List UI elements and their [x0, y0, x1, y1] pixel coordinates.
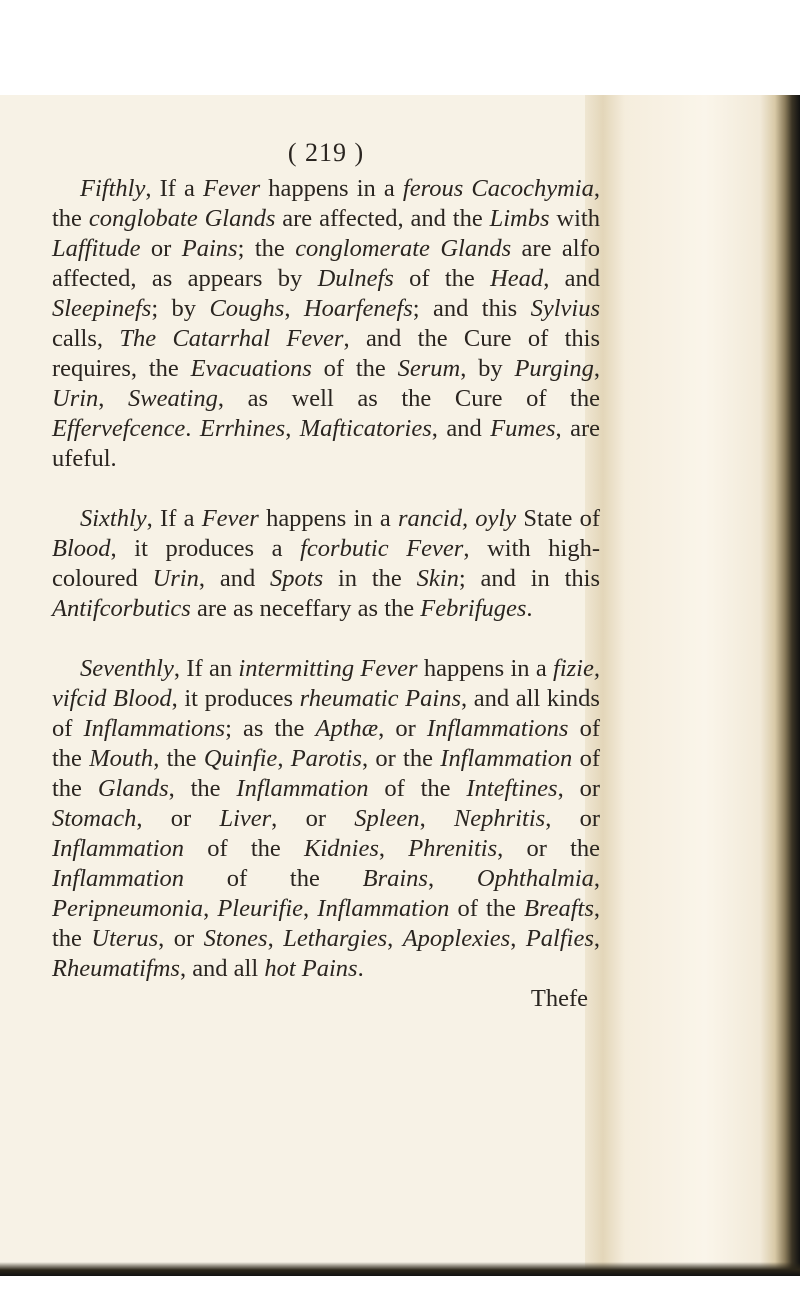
book-gutter	[585, 95, 800, 1275]
catchword: Thefe	[530, 985, 588, 1012]
text-run: State of	[516, 505, 600, 532]
italic-term: rheumatic Pains	[299, 685, 461, 712]
italic-term: Rheumatifms	[52, 955, 180, 982]
italic-term: Inflammations	[83, 715, 226, 742]
italic-term: Apthæ	[315, 715, 379, 742]
text-run: , it produces	[171, 685, 300, 712]
text-run: ; by	[151, 295, 210, 322]
text-run: , If an	[173, 655, 239, 682]
text-run: , are ufeful.	[52, 415, 600, 472]
text-run: , it produces a	[110, 535, 301, 562]
italic-term: Kidnies	[304, 835, 379, 862]
text-run: .	[526, 595, 533, 622]
text-run: , or	[545, 805, 600, 832]
text-run: , and	[431, 415, 491, 442]
text-run: .	[357, 955, 364, 982]
italic-term: Skin	[416, 565, 459, 592]
italic-term: Spleen	[354, 805, 420, 832]
text-run: , or the	[361, 745, 441, 772]
italic-term: Blood	[52, 535, 111, 562]
text-run: ,	[284, 295, 304, 322]
text-run: , or	[271, 805, 355, 832]
text-run: ,	[378, 835, 409, 862]
text-run: of the	[52, 745, 601, 802]
text-run: of the	[311, 355, 398, 382]
text-run: ,	[98, 385, 129, 412]
page-number: ( 219 )	[287, 138, 365, 167]
italic-term: Inflammation	[440, 745, 573, 772]
paragraph-sixthly	[52, 504, 600, 624]
text-run: , the	[153, 745, 204, 772]
text-run: ,	[593, 925, 600, 952]
italic-term: Sixthly	[80, 505, 147, 532]
italic-term: Breafts	[524, 895, 594, 922]
italic-term: fizie, vifcid Blood	[52, 655, 600, 712]
italic-term: Antifcorbutics	[52, 595, 191, 622]
text-run: , and all	[179, 955, 265, 982]
italic-term: Hoarfenefs	[303, 295, 413, 322]
text-run: ,	[387, 925, 403, 952]
italic-term: Mouth	[89, 745, 154, 772]
italic-term: Palfies	[525, 925, 594, 952]
italic-term: Effervefcence	[52, 415, 186, 442]
italic-term: Brains	[362, 865, 428, 892]
text-run: , or	[378, 715, 427, 742]
text-run: ; and this	[412, 295, 531, 322]
italic-term: Fever	[203, 175, 261, 202]
paragraph-fifthly	[52, 174, 600, 474]
text-run: of the	[368, 775, 467, 802]
text-run: happens in a	[417, 655, 554, 682]
text-run: ,	[419, 805, 454, 832]
italic-term: Inflammation	[52, 835, 185, 862]
text-run: , or the	[497, 835, 601, 862]
page-bottom-shadow	[0, 1262, 800, 1276]
italic-term: Fever	[201, 505, 259, 532]
italic-term: Laffitude	[52, 235, 141, 262]
italic-term: Inteftines	[466, 775, 558, 802]
italic-term: Coughs	[209, 295, 285, 322]
text-run: in the	[323, 565, 417, 592]
text-run: are alfo affected, as appears by	[52, 235, 600, 292]
text-run: with	[549, 205, 600, 232]
italic-term: Peripneumonia	[52, 895, 204, 922]
text-run: , by	[460, 355, 515, 382]
text-run: , and	[543, 265, 601, 292]
italic-term: Sylvius	[530, 295, 601, 322]
italic-term: Mafticatories	[299, 415, 432, 442]
text-run: calls,	[52, 325, 120, 352]
italic-term: Sweating	[128, 385, 218, 412]
text-run: are as neceffary as the	[190, 595, 421, 622]
text-run: are affected, and the	[275, 205, 490, 232]
italic-term: fcorbutic Fever	[300, 535, 464, 562]
italic-term: Purging	[514, 355, 594, 382]
italic-term: Quinfie	[203, 745, 278, 772]
text-run: ,	[427, 865, 477, 892]
italic-term: conglobate Glands	[88, 205, 276, 232]
paragraph-seventhly	[52, 654, 600, 984]
text-run: of the	[184, 865, 363, 892]
text-run: , the	[52, 895, 601, 952]
text-run: of the	[449, 895, 525, 922]
italic-term: Head	[490, 265, 544, 292]
italic-term: Pains	[181, 235, 238, 262]
italic-term: The Catarrhal Fever	[119, 325, 344, 352]
text-run: , or	[158, 925, 204, 952]
italic-term: Seventhly	[80, 655, 174, 682]
text-run: , and all kinds of	[52, 685, 600, 742]
text-run: ,	[593, 865, 601, 892]
text-run: happens in a	[258, 505, 398, 532]
italic-term: Glands	[97, 775, 169, 802]
text-run: , the	[168, 775, 237, 802]
italic-term: Urin	[52, 385, 99, 412]
italic-term: Spots	[270, 565, 324, 592]
italic-term: Inflammation	[236, 775, 369, 802]
text-run: of the	[184, 835, 304, 862]
text-run: , and	[198, 565, 271, 592]
italic-term: Limbs	[489, 205, 550, 232]
text-run: ,	[285, 415, 300, 442]
text-run: ,	[510, 925, 526, 952]
italic-term: Fumes	[490, 415, 556, 442]
italic-term: Urin	[152, 565, 199, 592]
text-run: , or	[136, 805, 220, 832]
italic-term: Lethargies	[283, 925, 388, 952]
italic-term: Parotis	[290, 745, 362, 772]
italic-term: Inflammations	[426, 715, 569, 742]
text-run: or	[140, 235, 182, 262]
italic-term: Inflammation	[52, 865, 185, 892]
italic-term: Errhines	[199, 415, 286, 442]
italic-term: Stones	[203, 925, 268, 952]
italic-term: Evacuations	[190, 355, 312, 382]
text-run: ,	[267, 925, 284, 952]
text-run: of the	[52, 715, 600, 772]
italic-term: Serum	[397, 355, 461, 382]
italic-term: Stomach	[52, 805, 137, 832]
italic-term: Liver	[219, 805, 272, 832]
italic-term: hot Pains	[264, 955, 358, 982]
text-run: ,	[203, 895, 218, 922]
italic-term: Nephritis	[453, 805, 546, 832]
italic-term: conglomerate Glands	[295, 235, 512, 262]
text-run: of the	[393, 265, 491, 292]
italic-term: intermitting Fever	[238, 655, 418, 682]
text-run: , If a	[146, 505, 202, 532]
text-run: , with high-coloured	[52, 535, 601, 592]
text-run: , the	[52, 175, 600, 232]
page-text	[52, 138, 600, 1014]
text-run: ; the	[237, 235, 296, 262]
italic-term: rancid, oyly	[397, 505, 517, 532]
text-run: ,	[593, 355, 600, 382]
italic-term: Fifthly	[80, 175, 146, 202]
italic-term: ferous Cacochymia	[402, 175, 594, 202]
text-run: , or	[557, 775, 601, 802]
text-run: ; and in this	[458, 565, 601, 592]
text-run: , If a	[145, 175, 204, 202]
text-run: ; as the	[225, 715, 316, 742]
italic-term: Ophthalmia	[476, 865, 594, 892]
italic-term: Dulnefs	[317, 265, 394, 292]
italic-term: Apoplexies	[402, 925, 511, 952]
italic-term: Phrenitis	[408, 835, 498, 862]
italic-term: Pleurifie	[217, 895, 304, 922]
text-run: ,	[303, 895, 318, 922]
text-run: ,	[277, 745, 291, 772]
text-run: , and the Cure of this requires, the	[52, 325, 600, 382]
italic-term: Uterus	[91, 925, 159, 952]
italic-term: Febrifuges	[420, 595, 527, 622]
text-run: happens in a	[260, 175, 403, 202]
italic-term: Inflammation	[317, 895, 450, 922]
text-run: .	[185, 415, 200, 442]
italic-term: Sleepinefs	[52, 295, 152, 322]
text-run: , as well as the Cure of the	[217, 385, 600, 412]
